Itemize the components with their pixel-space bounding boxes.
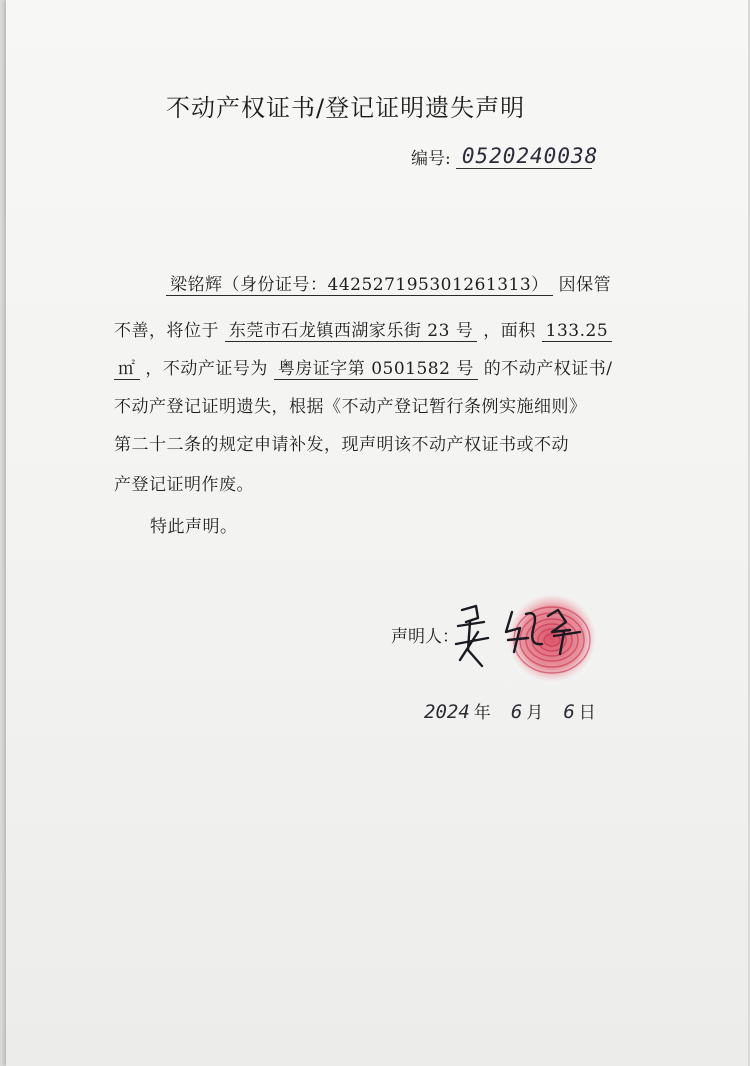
- area-unit: ㎡: [114, 359, 140, 380]
- body-line-2-middle: ，面积: [483, 321, 536, 341]
- date-day-unit: 日: [578, 703, 596, 723]
- certificate-number: 粤房证字第 0501582 号: [274, 359, 478, 380]
- body-line-3-middle: ，不动产证号为: [145, 359, 268, 379]
- signer-label: 声明人：: [391, 627, 459, 647]
- body-line-2: [114, 316, 612, 341]
- body-line-1: [166, 270, 611, 295]
- body-line-3: [114, 354, 612, 379]
- property-area: 133.25: [542, 321, 612, 342]
- handwritten-signature: [448, 592, 598, 682]
- date-month: 6: [510, 701, 523, 723]
- owner-name-id: 梁铭辉（身份证号：442527195301261313）: [166, 275, 553, 296]
- body-line-1-rest: 因保管: [558, 275, 612, 295]
- closing-statement: 特此声明。: [150, 517, 238, 537]
- body-line-6: 产登记证明作废。: [114, 475, 254, 495]
- property-address: 东莞市石龙镇西湖家乐街 23 号: [225, 321, 477, 342]
- body-line-3-rest: 的不动产权证书/: [483, 359, 613, 379]
- date-row: [424, 698, 610, 723]
- document-page: [6, 0, 748, 1066]
- document-title: 不动产权证书/登记证明遗失声明: [166, 94, 526, 122]
- date-year-unit: 年: [473, 703, 491, 723]
- number-value: 0520240038: [456, 144, 592, 169]
- body-line-5: 第二十二条的规定申请补发，现声明该不动产权证书或不动: [114, 435, 569, 455]
- date-year: 2024: [424, 701, 470, 723]
- date-day: 6: [563, 701, 575, 723]
- date-month-unit: 月: [526, 703, 544, 723]
- number-label: 编号:: [411, 149, 451, 169]
- document-number-row: [411, 144, 599, 174]
- body-line-2-prefix: 不善，将位于: [114, 321, 219, 341]
- body-line-4: 不动产登记证明遗失，根据《不动产登记暂行条例实施细则》: [114, 397, 587, 417]
